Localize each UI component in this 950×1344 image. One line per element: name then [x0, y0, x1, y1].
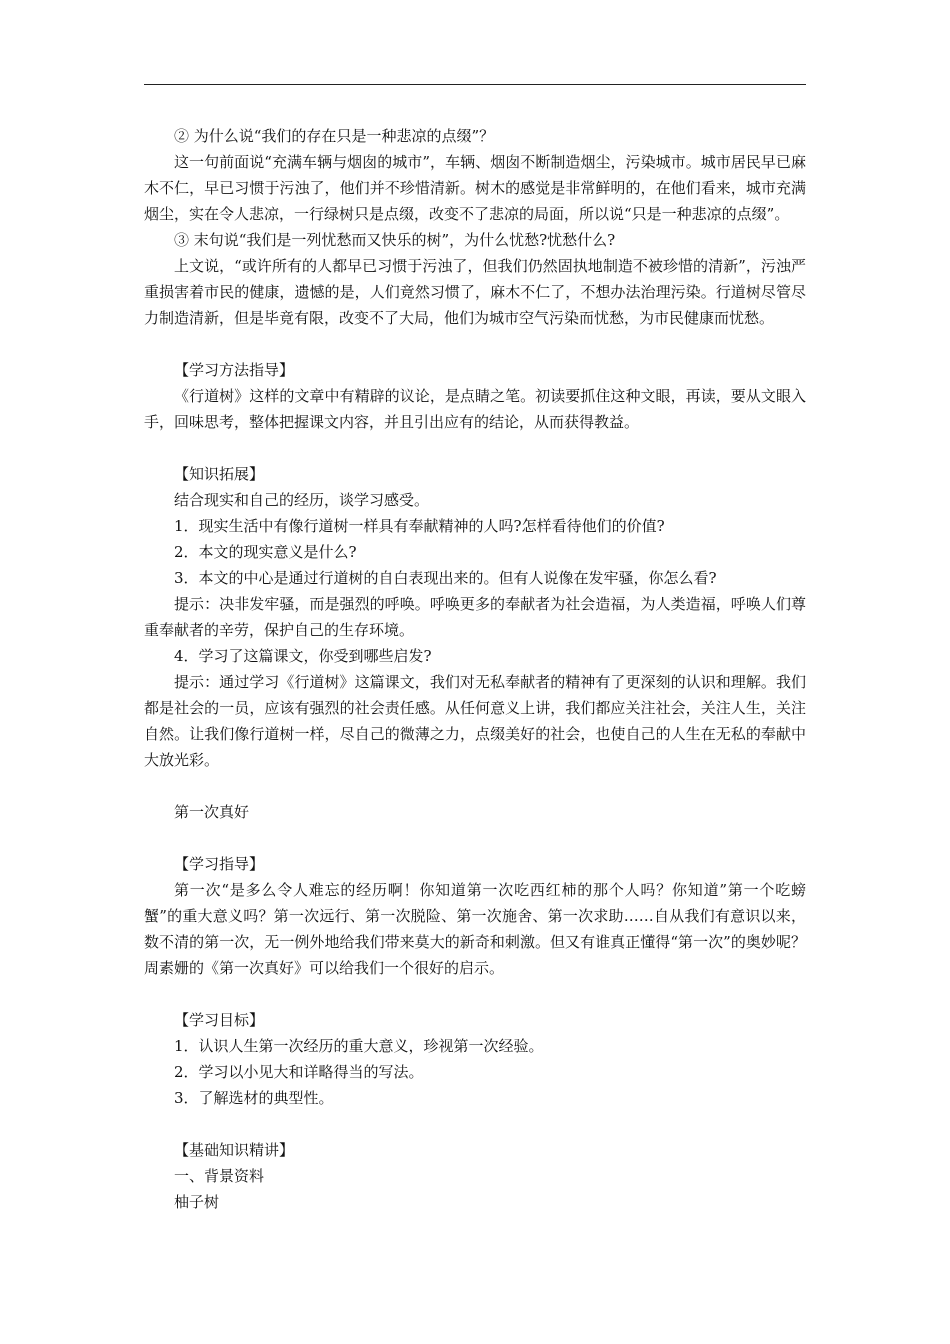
document-body [144, 123, 806, 1215]
header-rule [144, 84, 806, 85]
goals-heading: 【学习目标】 [174, 1011, 265, 1029]
guide-heading: 【学习指导】 [174, 855, 265, 873]
basics-subheading: 一、背景资料 [174, 1167, 265, 1185]
extension-question-4: 4．学习了这篇课文，你受到哪些启发? [174, 647, 432, 665]
extension-intro: 结合现实和自己的经历，谈学习感受。 [174, 491, 430, 509]
extension-hint-3: 提示：决非发牢骚，而是强烈的呼唤。呼唤更多的奉献者为社会造福，为人类造福，呼唤人们尊重奉献者的辛劳，保护自己的生存环境。 [144, 595, 806, 639]
extension-question-2: 2．本文的现实意义是什么? [174, 543, 357, 561]
lesson-title: 第一次真好 [174, 803, 250, 821]
extension-question-1: 1．现实生活中有像行道树一样具有奉献精神的人吗?怎样看待他们的价值? [174, 517, 665, 535]
goal-1: 1．认识人生第一次经历的重大意义，珍视第一次经验。 [174, 1037, 544, 1055]
question-3: ③ 末句说“我们是一列忧愁而又快乐的树”，为什么忧愁?忧愁什么? [174, 231, 616, 249]
method-heading: 【学习方法指导】 [174, 361, 295, 379]
extension-heading: 【知识拓展】 [174, 465, 265, 483]
goal-2: 2．学习以小见大和详略得当的写法。 [174, 1063, 424, 1081]
extension-hint-4: 提示：通过学习《行道树》这篇课文，我们对无私奉献者的精神有了更深刻的认识和理解。我们都是社会的一员，应该有强烈的社会责任感。从任何意义上讲，我们都应关注社会，关注人生，关注自然。让我们像行道树一样，尽自己的微薄之力，点缀美好的社会，也使自己的人生在无私的奉献中大放光彩。 [144, 673, 806, 769]
basics-item: 柚子树 [174, 1193, 220, 1211]
extension-question-3: 3．本文的中心是通过行道树的自白表现出来的。但有人说像在发牢骚，你怎么看? [174, 569, 717, 587]
basics-heading: 【基础知识精讲】 [174, 1141, 295, 1159]
answer-3: 上文说，“或许所有的人都早已习惯于污浊了，但我们仍然固执地制造不被珍惜的清新”，污浊严重损害着市民的健康，遗憾的是，人们竟然习惯了，麻木不仁了，不想办法治理污染。行道树尽管尽力制造清新，但是毕竟有限，改变不了大局，他们为城市空气污染而忧愁，为市民健康而忧愁。 [144, 257, 806, 327]
question-2: ② 为什么说“我们的存在只是一种悲凉的点缀”？ [174, 127, 495, 145]
method-text: 《行道树》这样的文章中有精辟的议论，是点睛之笔。初读要抓住这种文眼，再读，要从文眼入手，回味思考，整体把握课文内容，并且引出应有的结论，从而获得教益。 [144, 387, 806, 431]
answer-2: 这一句前面说“充满车辆与烟囱的城市”，车辆、烟囱不断制造烟尘，污染城市。城市居民早已麻木不仁，早已习惯于污浊了，他们并不珍惜清新。树木的感觉是非常鲜明的，在他们看来，城市充满烟尘，实在令人悲凉，一行绿树只是点缀，改变不了悲凉的局面，所以说“只是一种悲凉的点缀”。 [144, 153, 806, 223]
guide-text: 第一次“是多么令人难忘的经历啊！你知道第一次吃西红柿的那个人吗？你知道”第一个吃螃蟹”的重大意义吗？第一次远行、第一次脱险、第一次施舍、第一次求助……自从我们有意识以来，数不清的第一次，无一例外地给我们带来莫大的新奇和刺激。但又有谁真正懂得“第一次”的奥妙呢？周素姗的《第一次真好》可以给我们一个很好的启示。 [144, 881, 806, 977]
goal-3: 3．了解选材的典型性。 [174, 1089, 334, 1107]
